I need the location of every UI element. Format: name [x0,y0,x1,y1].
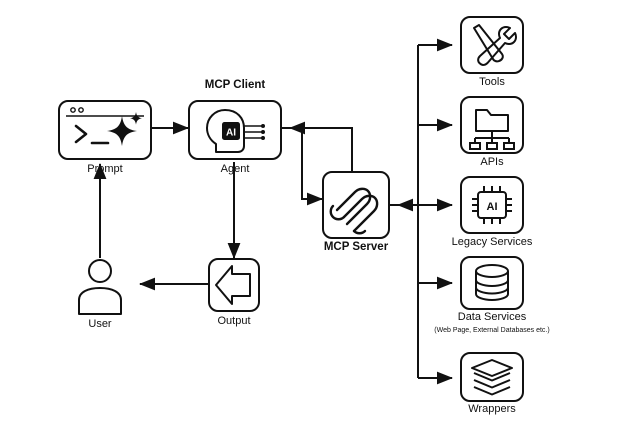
mcp-server-label: MCP Server [323,241,389,253]
output-arrow-icon [210,260,258,310]
apis-network-folder-icon [462,98,522,152]
node-output[interactable] [208,258,260,312]
user-person-icon [68,258,132,316]
svg-text:AI: AI [226,127,236,139]
node-mcp-client[interactable] [188,100,282,160]
agent-label: Agent [220,163,250,175]
node-wrappers[interactable] [460,352,524,402]
apis-label: APIs [480,156,504,168]
wrappers-label: Wrappers [468,403,516,415]
node-apis[interactable] [460,96,524,154]
wrappers-layers-icon [462,354,522,400]
data-services-sublabel: (Web Page, External Databases etc.) [434,327,550,334]
node-tools[interactable] [460,16,524,74]
edge-agent-to-mcp-server [282,128,322,199]
tools-hammer-wrench-icon [462,18,522,72]
user-label: User [88,318,112,330]
svg-text:AI: AI [486,201,498,213]
data-services-database-icon [462,258,522,308]
agent-head-ai-chip-icon [190,102,280,158]
tools-label: Tools [479,76,505,88]
mcp-client-title: MCP Client [204,79,266,91]
node-prompt[interactable] [58,100,152,160]
data-services-label: Data Services [457,311,527,323]
node-user[interactable] [68,258,132,316]
output-label: Output [217,315,251,327]
node-legacy-services[interactable] [460,176,524,234]
node-mcp-server[interactable] [322,171,390,239]
node-data-services[interactable] [460,256,524,310]
legacy-services-ai-chip-icon [462,178,522,232]
edge-mcp-server-to-agent [290,128,352,171]
legacy-services-label: Legacy Services [451,236,533,248]
mcp-server-paperclip-icon [324,173,388,237]
prompt-label: Prompt [87,163,123,175]
prompt-terminal-sparkle-icon [60,102,150,158]
